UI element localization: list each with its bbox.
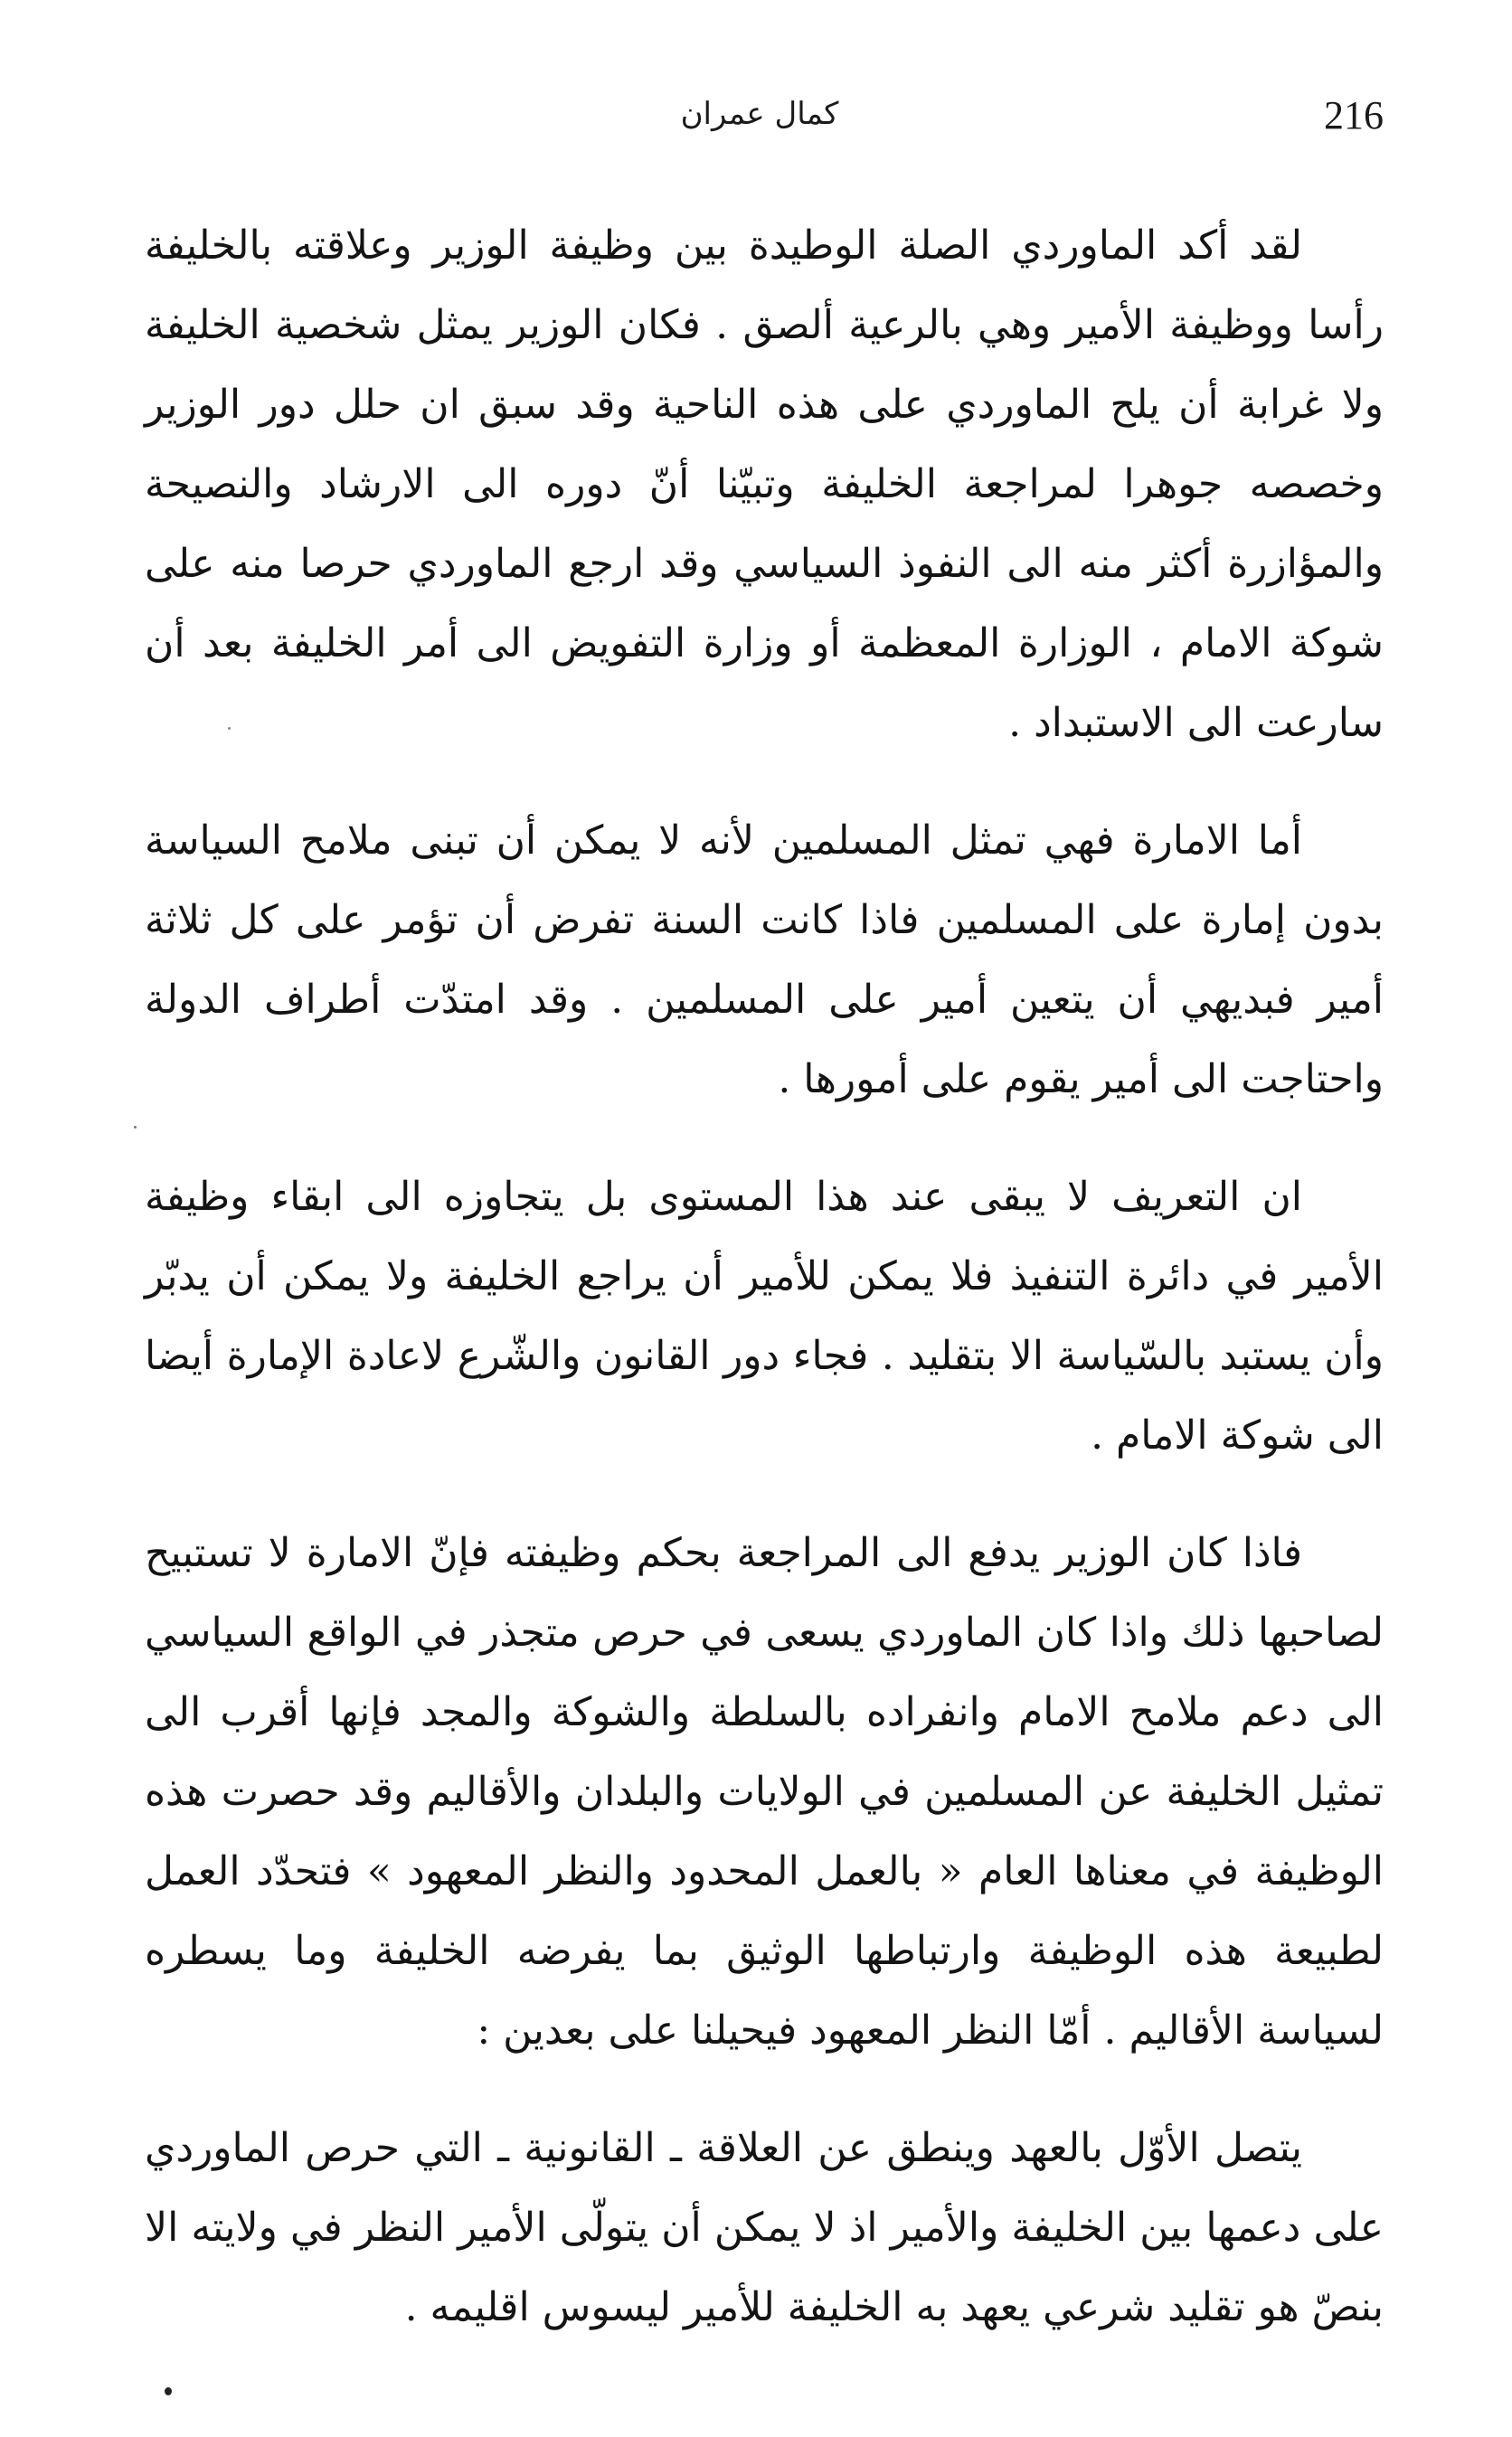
scan-speck-mark	[134, 1126, 137, 1129]
page-header	[136, 80, 1384, 152]
paragraph-1: لقد أكد الماوردي الصلة الوطيدة بين وظيفة الوزير وعلاقته بالخليفة رأسا ووظيفة الأمير وهي بالرعية ألصق . فكان الوزير يمثل شخصية الخليفة ولا غرابة أن يلح الماوردي على هذه الناحية وقد سبق ان حلل دور الوزير وخصصه جوهرا لمراجعة الخليفة وتبيّنا أنّ دوره الى الارشاد والنصيحة والمؤازرة أكثر منه الى النفوذ السياسي وقد ارجع الماوردي حرصا منه على شوكة الامام ، الوزارة المعظمة أو وزارة التفويض الى أمر الخليفة بعد أن سارعت الى الاستبداد .	[145, 222, 1384, 746]
scan-speck-mark	[165, 2387, 172, 2395]
body-text	[145, 206, 1384, 2385]
paragraph-3: ان التعريف لا يبقى عند هذا المستوى بل يتجاوزه الى ابقاء وظيفة الأمير في دائرة التنفيذ فلا يمكن للأمير أن يراجع الخليفة ولا يمكن أن يدبّر وأن يستبد بالسّياسة الا بتقليد . فجاء دور القانون والشّرع لاعادة الإمارة أيضا الى شوكة الامام .	[145, 1174, 1384, 1459]
page-number: 216	[1324, 93, 1384, 137]
running-head-author: كمال عمران	[680, 96, 839, 132]
paragraph-4: فاذا كان الوزير يدفع الى المراجعة بحكم وظيفته فإنّ الامارة لا تستبيح لصاحبها ذلك واذا كان الماوردي يسعى في حرص متجذر في الواقع السياسي الى دعم ملامح الامام وانفراده بالسلطة والشوكة والمجد فإنها أقرب الى تمثيل الخليفة عن المسلمين في الولايات والبلدان والأقاليم وقد حصرت هذه الوظيفة في معناها العام « بالعمل المحدود والنظر المعهود » فتحدّد العمل لطبيعة هذه الوظيفة وارتباطها الوثيق بما يفرضه الخليفة وما يسطره لسياسة الأقاليم . أمّا النظر المعهود فيحيلنا على بعدين :	[145, 1530, 1384, 2054]
paragraph-2: أما الامارة فهي تمثل المسلمين لأنه لا يمكن أن تبنى ملامح السياسة بدون إمارة على المسلمين فاذا كانت السنة تفرض أن تؤمر على كل ثلاثة أمير فبديهي أن يتعين أمير على المسلمين . وقد امتدّت أطراف الدولة واحتاجت الى أمير يقوم على أمورها .	[145, 817, 1384, 1102]
scan-speck-mark	[228, 727, 231, 730]
paragraph-5: يتصل الأوّل بالعهد وينطق عن العلاقة ـ القانونية ـ التي حرص الماوردي على دعمها بين الخليفة والأمير اذ لا يمكن أن يتولّى الأمير النظر في ولايته الا بنصّ هو تقليد شرعي يعهد به الخليفة للأمير ليسوس اقليمه .	[145, 2125, 1384, 2330]
